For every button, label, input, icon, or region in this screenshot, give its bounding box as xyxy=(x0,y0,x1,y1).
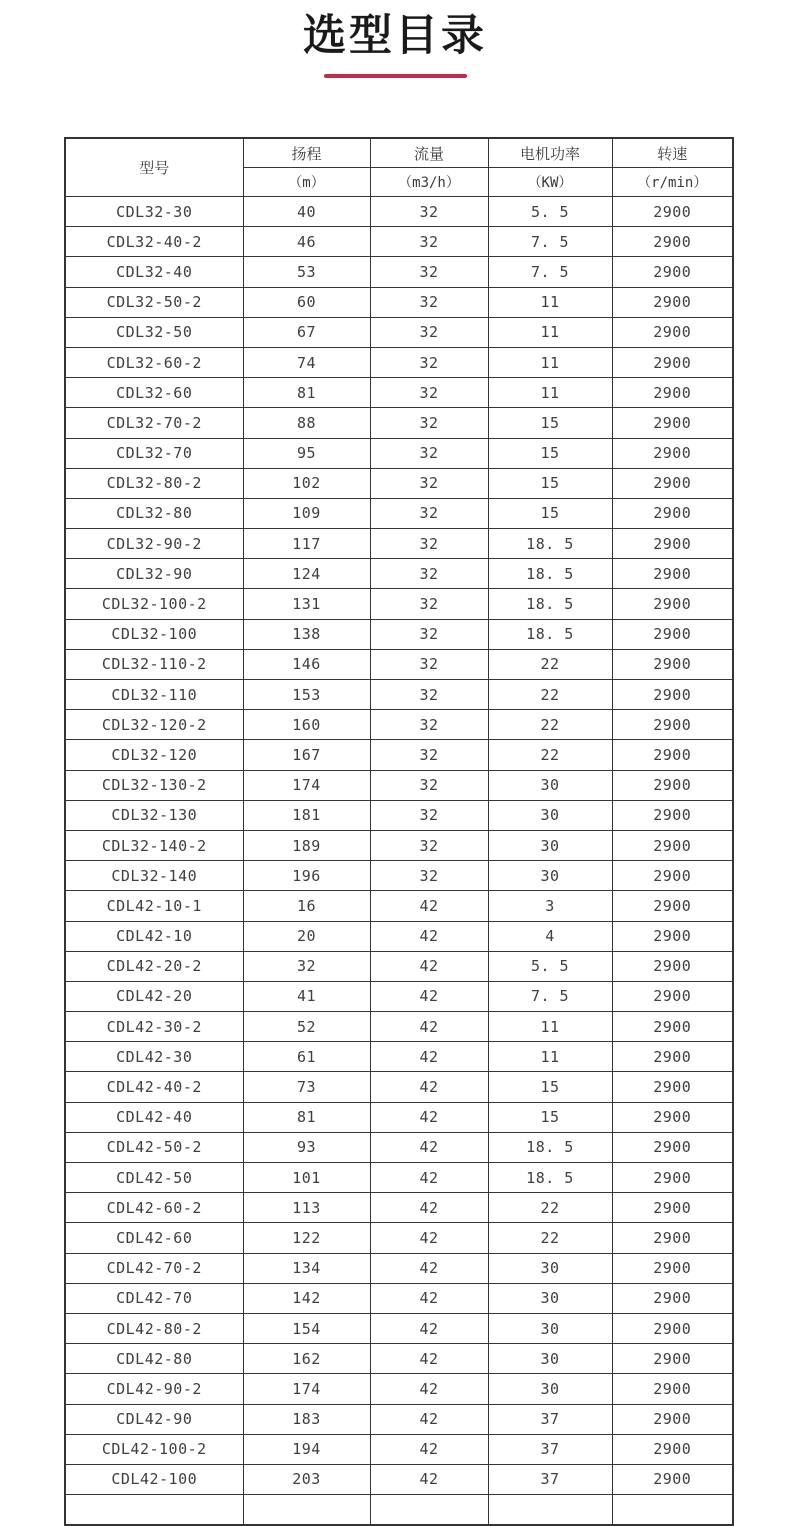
column-unit-flow: （m3/h） xyxy=(370,168,488,197)
model-cell: CDL42-30 xyxy=(65,1042,243,1072)
flow-cell: 32 xyxy=(370,740,488,770)
model-cell: CDL42-40-2 xyxy=(65,1072,243,1102)
model-cell: CDL32-50-2 xyxy=(65,287,243,317)
model-cell: CDL32-60 xyxy=(65,378,243,408)
power-cell: 22 xyxy=(488,740,612,770)
head-cell: 74 xyxy=(243,347,370,377)
head-cell: 167 xyxy=(243,740,370,770)
table-row xyxy=(65,951,733,981)
model-cell: CDL32-50 xyxy=(65,317,243,347)
speed-cell: 2900 xyxy=(612,1012,733,1042)
flow-cell: 32 xyxy=(370,529,488,559)
speed-cell: 2900 xyxy=(612,438,733,468)
head-cell: 53 xyxy=(243,257,370,287)
power-cell: 18. 5 xyxy=(488,589,612,619)
speed-cell: 2900 xyxy=(612,770,733,800)
model-cell: CDL32-100-2 xyxy=(65,589,243,619)
head-cell: 61 xyxy=(243,1042,370,1072)
head-cell: 194 xyxy=(243,1434,370,1464)
speed-cell: 2900 xyxy=(612,498,733,528)
flow-cell: 42 xyxy=(370,1464,488,1494)
column-header-power: 电机功率 xyxy=(488,138,612,168)
model-cell: CDL42-80 xyxy=(65,1344,243,1374)
model-cell: CDL42-20-2 xyxy=(65,951,243,981)
flow-cell: 42 xyxy=(370,1012,488,1042)
speed-cell: 2900 xyxy=(612,378,733,408)
speed-cell: 2900 xyxy=(612,740,733,770)
table-row xyxy=(65,1102,733,1132)
speed-cell: 2900 xyxy=(612,891,733,921)
flow-cell: 42 xyxy=(370,1072,488,1102)
flow-cell: 42 xyxy=(370,981,488,1011)
flow-cell: 32 xyxy=(370,347,488,377)
speed-cell: 2900 xyxy=(612,1163,733,1193)
model-cell: CDL32-80 xyxy=(65,498,243,528)
head-cell: 40 xyxy=(243,197,370,227)
flow-cell: 42 xyxy=(370,891,488,921)
head-cell: 174 xyxy=(243,770,370,800)
power-cell: 18. 5 xyxy=(488,1163,612,1193)
flow-cell: 42 xyxy=(370,1102,488,1132)
flow-cell: 32 xyxy=(370,649,488,679)
head-cell: 81 xyxy=(243,378,370,408)
speed-cell: 2900 xyxy=(612,921,733,951)
power-cell: 22 xyxy=(488,649,612,679)
power-cell: 30 xyxy=(488,861,612,891)
flow-cell: 32 xyxy=(370,498,488,528)
flow-cell: 32 xyxy=(370,197,488,227)
flow-cell: 42 xyxy=(370,1374,488,1404)
head-cell: 146 xyxy=(243,649,370,679)
speed-cell: 2900 xyxy=(612,649,733,679)
table-row xyxy=(65,1072,733,1102)
table-row xyxy=(65,1404,733,1434)
model-cell: CDL42-10 xyxy=(65,921,243,951)
flow-cell: 32 xyxy=(370,619,488,649)
speed-cell: 2900 xyxy=(612,1223,733,1253)
power-cell: 22 xyxy=(488,1193,612,1223)
head-cell: 162 xyxy=(243,1344,370,1374)
head-cell: 134 xyxy=(243,1253,370,1283)
head-cell: 73 xyxy=(243,1072,370,1102)
head-cell: 196 xyxy=(243,861,370,891)
header-label-row xyxy=(65,138,733,168)
model-cell: CDL42-100-2 xyxy=(65,1434,243,1464)
table-row xyxy=(65,649,733,679)
power-cell: 15 xyxy=(488,1072,612,1102)
column-header-speed: 转速 xyxy=(612,138,733,168)
speed-cell: 2900 xyxy=(612,830,733,860)
model-cell: CDL42-60 xyxy=(65,1223,243,1253)
power-cell: 11 xyxy=(488,378,612,408)
model-cell: CDL32-130-2 xyxy=(65,770,243,800)
power-cell: 7. 5 xyxy=(488,981,612,1011)
speed-cell: 2900 xyxy=(612,1042,733,1072)
power-cell: 7. 5 xyxy=(488,257,612,287)
flow-cell: 42 xyxy=(370,1344,488,1374)
model-cell: CDL32-140 xyxy=(65,861,243,891)
head-cell: 46 xyxy=(243,227,370,257)
flow-cell: 42 xyxy=(370,1434,488,1464)
head-cell: 113 xyxy=(243,1193,370,1223)
power-cell: 37 xyxy=(488,1404,612,1434)
head-cell: 160 xyxy=(243,710,370,740)
head-cell: 32 xyxy=(243,951,370,981)
speed-cell: 2900 xyxy=(612,981,733,1011)
table-row xyxy=(65,710,733,740)
table-row xyxy=(65,1163,733,1193)
column-unit-speed: （r/min） xyxy=(612,168,733,197)
speed-cell: 2900 xyxy=(612,227,733,257)
flow-cell: 42 xyxy=(370,951,488,981)
power-cell: 18. 5 xyxy=(488,529,612,559)
flow-cell: 32 xyxy=(370,408,488,438)
head-cell: 52 xyxy=(243,1012,370,1042)
table-row xyxy=(65,619,733,649)
power-cell: 30 xyxy=(488,830,612,860)
head-cell: 60 xyxy=(243,287,370,317)
model-cell: CDL42-90-2 xyxy=(65,1374,243,1404)
power-cell: 22 xyxy=(488,680,612,710)
model-cell: CDL32-120-2 xyxy=(65,710,243,740)
table-row-partial xyxy=(65,1495,733,1526)
flow-cell: 32 xyxy=(370,227,488,257)
model-cell: CDL32-120 xyxy=(65,740,243,770)
head-cell: 93 xyxy=(243,1132,370,1162)
flow-cell: 42 xyxy=(370,1042,488,1072)
table-row xyxy=(65,378,733,408)
head-cell: 174 xyxy=(243,1374,370,1404)
head-cell: 67 xyxy=(243,317,370,347)
model-cell: CDL32-70-2 xyxy=(65,408,243,438)
table-row xyxy=(65,1374,733,1404)
head-cell: 101 xyxy=(243,1163,370,1193)
flow-cell: 32 xyxy=(370,680,488,710)
empty-cell xyxy=(370,1495,488,1526)
power-cell: 11 xyxy=(488,1042,612,1072)
table-row xyxy=(65,770,733,800)
head-cell: 138 xyxy=(243,619,370,649)
model-cell: CDL42-20 xyxy=(65,981,243,1011)
head-cell: 183 xyxy=(243,1404,370,1434)
head-cell: 153 xyxy=(243,680,370,710)
table-row xyxy=(65,861,733,891)
head-cell: 16 xyxy=(243,891,370,921)
flow-cell: 32 xyxy=(370,287,488,317)
model-cell: CDL42-90 xyxy=(65,1404,243,1434)
speed-cell: 2900 xyxy=(612,619,733,649)
model-cell: CDL42-50 xyxy=(65,1163,243,1193)
model-cell: CDL42-100 xyxy=(65,1464,243,1494)
speed-cell: 2900 xyxy=(612,1283,733,1313)
power-cell: 11 xyxy=(488,317,612,347)
flow-cell: 42 xyxy=(370,1223,488,1253)
table-row xyxy=(65,680,733,710)
flow-cell: 42 xyxy=(370,1404,488,1434)
empty-cell xyxy=(612,1495,733,1526)
flow-cell: 32 xyxy=(370,589,488,619)
flow-cell: 32 xyxy=(370,861,488,891)
empty-cell xyxy=(488,1495,612,1526)
flow-cell: 32 xyxy=(370,770,488,800)
speed-cell: 2900 xyxy=(612,197,733,227)
table-row xyxy=(65,438,733,468)
flow-cell: 42 xyxy=(370,1313,488,1343)
head-cell: 181 xyxy=(243,800,370,830)
model-cell: CDL32-100 xyxy=(65,619,243,649)
column-header-model: 型号 xyxy=(65,138,243,197)
power-cell: 11 xyxy=(488,347,612,377)
model-cell: CDL32-80-2 xyxy=(65,468,243,498)
head-cell: 142 xyxy=(243,1283,370,1313)
head-cell: 81 xyxy=(243,1102,370,1132)
empty-cell xyxy=(65,1495,243,1526)
table-row xyxy=(65,1313,733,1343)
table-row xyxy=(65,800,733,830)
head-cell: 117 xyxy=(243,529,370,559)
speed-cell: 2900 xyxy=(612,951,733,981)
model-cell: CDL32-90 xyxy=(65,559,243,589)
speed-cell: 2900 xyxy=(612,1193,733,1223)
speed-cell: 2900 xyxy=(612,680,733,710)
head-cell: 203 xyxy=(243,1464,370,1494)
power-cell: 15 xyxy=(488,408,612,438)
selection-catalog-table xyxy=(64,137,734,1526)
head-cell: 41 xyxy=(243,981,370,1011)
flow-cell: 42 xyxy=(370,1283,488,1313)
speed-cell: 2900 xyxy=(612,1404,733,1434)
table-row xyxy=(65,498,733,528)
head-cell: 124 xyxy=(243,559,370,589)
power-cell: 15 xyxy=(488,438,612,468)
head-cell: 95 xyxy=(243,438,370,468)
power-cell: 15 xyxy=(488,498,612,528)
speed-cell: 2900 xyxy=(612,800,733,830)
model-cell: CDL42-30-2 xyxy=(65,1012,243,1042)
speed-cell: 2900 xyxy=(612,317,733,347)
power-cell: 30 xyxy=(488,800,612,830)
power-cell: 37 xyxy=(488,1464,612,1494)
power-cell: 18. 5 xyxy=(488,1132,612,1162)
table-row xyxy=(65,981,733,1011)
table-row xyxy=(65,529,733,559)
table-row xyxy=(65,1344,733,1374)
head-cell: 154 xyxy=(243,1313,370,1343)
flow-cell: 32 xyxy=(370,317,488,347)
table-row xyxy=(65,1464,733,1494)
power-cell: 18. 5 xyxy=(488,619,612,649)
power-cell: 30 xyxy=(488,1253,612,1283)
model-cell: CDL32-40-2 xyxy=(65,227,243,257)
table-row xyxy=(65,197,733,227)
table-row xyxy=(65,559,733,589)
speed-cell: 2900 xyxy=(612,468,733,498)
power-cell: 30 xyxy=(488,1313,612,1343)
power-cell: 11 xyxy=(488,1012,612,1042)
head-cell: 131 xyxy=(243,589,370,619)
flow-cell: 32 xyxy=(370,257,488,287)
model-cell: CDL42-70 xyxy=(65,1283,243,1313)
power-cell: 15 xyxy=(488,1102,612,1132)
model-cell: CDL42-80-2 xyxy=(65,1313,243,1343)
power-cell: 4 xyxy=(488,921,612,951)
model-cell: CDL42-60-2 xyxy=(65,1193,243,1223)
model-cell: CDL32-130 xyxy=(65,800,243,830)
column-header-flow: 流量 xyxy=(370,138,488,168)
speed-cell: 2900 xyxy=(612,1464,733,1494)
flow-cell: 42 xyxy=(370,921,488,951)
model-cell: CDL32-60-2 xyxy=(65,347,243,377)
model-cell: CDL32-140-2 xyxy=(65,830,243,860)
table-row xyxy=(65,589,733,619)
flow-cell: 32 xyxy=(370,710,488,740)
speed-cell: 2900 xyxy=(612,861,733,891)
model-cell: CDL32-110-2 xyxy=(65,649,243,679)
speed-cell: 2900 xyxy=(612,347,733,377)
table-row xyxy=(65,1253,733,1283)
power-cell: 30 xyxy=(488,1374,612,1404)
title-underline-divider xyxy=(324,74,467,78)
speed-cell: 2900 xyxy=(612,1344,733,1374)
table-row xyxy=(65,408,733,438)
speed-cell: 2900 xyxy=(612,1132,733,1162)
flow-cell: 32 xyxy=(370,438,488,468)
power-cell: 37 xyxy=(488,1434,612,1464)
page-title: 选型目录 xyxy=(303,11,487,61)
speed-cell: 2900 xyxy=(612,257,733,287)
power-cell: 3 xyxy=(488,891,612,921)
empty-cell xyxy=(243,1495,370,1526)
power-cell: 15 xyxy=(488,468,612,498)
speed-cell: 2900 xyxy=(612,1253,733,1283)
power-cell: 22 xyxy=(488,1223,612,1253)
flow-cell: 42 xyxy=(370,1253,488,1283)
speed-cell: 2900 xyxy=(612,1102,733,1132)
speed-cell: 2900 xyxy=(612,1313,733,1343)
table-row xyxy=(65,227,733,257)
speed-cell: 2900 xyxy=(612,1434,733,1464)
power-cell: 7. 5 xyxy=(488,227,612,257)
speed-cell: 2900 xyxy=(612,559,733,589)
model-cell: CDL42-10-1 xyxy=(65,891,243,921)
model-cell: CDL32-90-2 xyxy=(65,529,243,559)
power-cell: 18. 5 xyxy=(488,559,612,589)
model-cell: CDL32-40 xyxy=(65,257,243,287)
flow-cell: 42 xyxy=(370,1163,488,1193)
model-cell: CDL42-40 xyxy=(65,1102,243,1132)
table-row xyxy=(65,1132,733,1162)
table-row xyxy=(65,921,733,951)
power-cell: 30 xyxy=(488,1344,612,1374)
speed-cell: 2900 xyxy=(612,408,733,438)
head-cell: 109 xyxy=(243,498,370,528)
head-cell: 20 xyxy=(243,921,370,951)
table-header xyxy=(65,138,733,197)
table-row xyxy=(65,740,733,770)
flow-cell: 32 xyxy=(370,800,488,830)
table-row xyxy=(65,1223,733,1253)
table-row xyxy=(65,317,733,347)
column-header-head: 扬程 xyxy=(243,138,370,168)
flow-cell: 32 xyxy=(370,468,488,498)
head-cell: 102 xyxy=(243,468,370,498)
table-row xyxy=(65,1283,733,1313)
flow-cell: 42 xyxy=(370,1193,488,1223)
flow-cell: 32 xyxy=(370,378,488,408)
speed-cell: 2900 xyxy=(612,1374,733,1404)
table-row xyxy=(65,1434,733,1464)
speed-cell: 2900 xyxy=(612,710,733,740)
model-cell: CDL42-50-2 xyxy=(65,1132,243,1162)
speed-cell: 2900 xyxy=(612,529,733,559)
table-row xyxy=(65,257,733,287)
power-cell: 30 xyxy=(488,770,612,800)
flow-cell: 32 xyxy=(370,830,488,860)
speed-cell: 2900 xyxy=(612,1072,733,1102)
power-cell: 11 xyxy=(488,287,612,317)
power-cell: 30 xyxy=(488,1283,612,1313)
power-cell: 5. 5 xyxy=(488,951,612,981)
model-cell: CDL32-70 xyxy=(65,438,243,468)
table-row xyxy=(65,830,733,860)
power-cell: 22 xyxy=(488,710,612,740)
flow-cell: 32 xyxy=(370,559,488,589)
speed-cell: 2900 xyxy=(612,287,733,317)
table-row xyxy=(65,347,733,377)
table-row xyxy=(65,891,733,921)
table-row xyxy=(65,1042,733,1072)
column-unit-head: （m） xyxy=(243,168,370,197)
model-cell: CDL42-70-2 xyxy=(65,1253,243,1283)
model-cell: CDL32-30 xyxy=(65,197,243,227)
table-body xyxy=(65,197,733,1526)
head-cell: 189 xyxy=(243,830,370,860)
head-cell: 122 xyxy=(243,1223,370,1253)
table-row xyxy=(65,1012,733,1042)
column-unit-power: （KW） xyxy=(488,168,612,197)
table-row xyxy=(65,287,733,317)
table-row xyxy=(65,1193,733,1223)
model-cell: CDL32-110 xyxy=(65,680,243,710)
flow-cell: 42 xyxy=(370,1132,488,1162)
speed-cell: 2900 xyxy=(612,589,733,619)
table-row xyxy=(65,468,733,498)
power-cell: 5. 5 xyxy=(488,197,612,227)
head-cell: 88 xyxy=(243,408,370,438)
